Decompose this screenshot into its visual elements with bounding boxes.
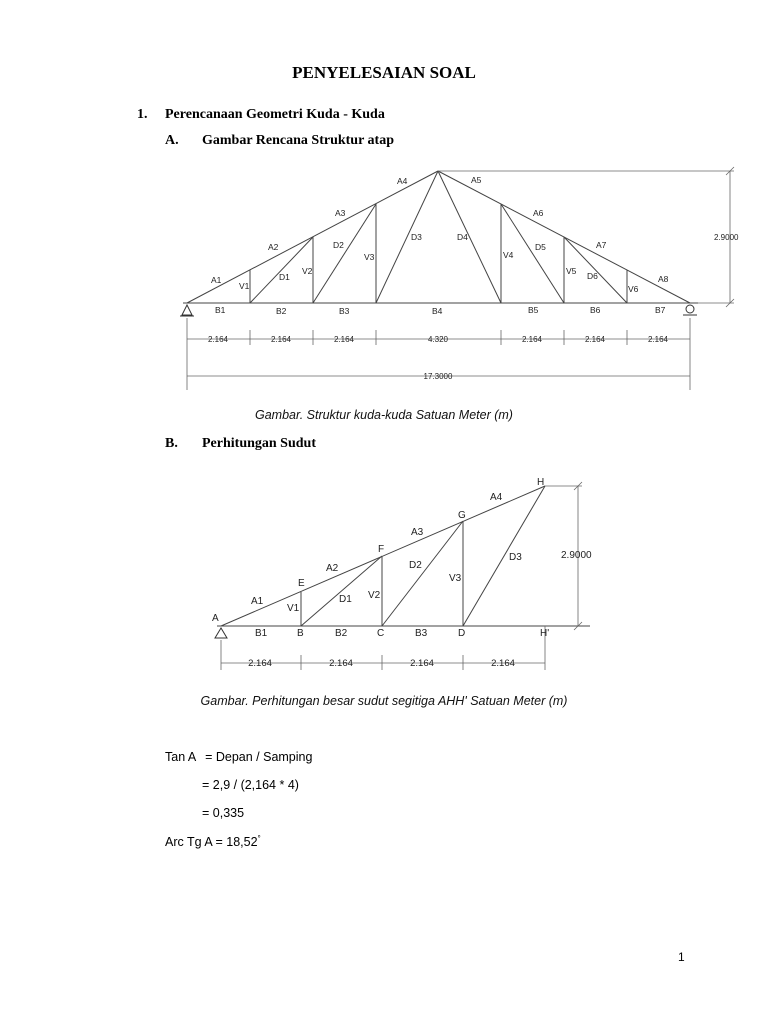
point-c: C bbox=[377, 628, 385, 639]
top-chord bbox=[221, 486, 545, 626]
truss-structure-diagram bbox=[0, 160, 768, 400]
point-a: A bbox=[212, 613, 219, 624]
point-h: H bbox=[537, 477, 545, 488]
label-b5: B5 bbox=[528, 305, 539, 315]
diagonal-d3 bbox=[463, 486, 545, 626]
dim-label-2: 2.164 bbox=[270, 335, 292, 344]
degree-symbol: ° bbox=[257, 834, 261, 843]
truss-members bbox=[183, 171, 698, 303]
page-title: PENYELESAIAN SOAL bbox=[292, 63, 476, 82]
label-d1: D1 bbox=[279, 272, 290, 282]
triangle-height-label: 2.9000 bbox=[561, 550, 592, 561]
label-d6: D6 bbox=[587, 271, 598, 281]
label-v1: V1 bbox=[239, 281, 250, 291]
total-span-label: 17.3000 bbox=[423, 372, 453, 381]
label-b7: B7 bbox=[655, 305, 666, 315]
dim-label-6: 2.164 bbox=[584, 335, 606, 344]
label-a2: A2 bbox=[268, 242, 279, 252]
label-b1: B1 bbox=[215, 305, 226, 315]
tri-dim-label-2: 2.164 bbox=[329, 658, 353, 669]
member-labels bbox=[211, 175, 669, 316]
tri-label-a1: A1 bbox=[251, 596, 264, 607]
label-b2: B2 bbox=[276, 306, 287, 316]
tri-label-b1: B1 bbox=[255, 628, 268, 639]
label-v4: V4 bbox=[503, 250, 514, 260]
point-h-prime: H' bbox=[540, 628, 550, 639]
angle-triangle-diagram bbox=[0, 470, 768, 680]
section-a-title: Gambar Rencana Struktur atap bbox=[202, 133, 395, 148]
dim-label-1: 2.164 bbox=[207, 335, 229, 344]
label-v2: V2 bbox=[302, 266, 313, 276]
label-d5: D5 bbox=[535, 242, 546, 252]
label-d2: D2 bbox=[333, 240, 344, 250]
tri-label-v1: V1 bbox=[287, 603, 300, 614]
triangle-member-labels bbox=[251, 492, 522, 639]
section-a-number: A. bbox=[165, 133, 179, 148]
point-d: D bbox=[458, 628, 466, 639]
tri-label-a4: A4 bbox=[490, 492, 503, 503]
tri-label-d3: D3 bbox=[509, 552, 522, 563]
label-d4: D4 bbox=[457, 232, 468, 242]
section-b-number: B. bbox=[165, 436, 178, 451]
left-support-icon bbox=[182, 305, 192, 315]
section-b-heading bbox=[165, 436, 565, 454]
section-1-heading bbox=[137, 107, 537, 125]
calc-arctan-result: Arc Tg A = 18,52 bbox=[165, 835, 258, 850]
calc-line-3: = 0,335 bbox=[202, 806, 245, 820]
label-v6: V6 bbox=[628, 284, 639, 294]
diagonal-d4 bbox=[438, 171, 501, 303]
tri-label-d1: D1 bbox=[339, 594, 352, 605]
label-a5: A5 bbox=[471, 175, 482, 185]
height-label: 2.9000 bbox=[714, 233, 739, 242]
support-icon bbox=[215, 628, 227, 638]
label-a4: A4 bbox=[397, 176, 408, 186]
triangle-height-dimension bbox=[221, 482, 582, 670]
triangle-members bbox=[217, 486, 590, 626]
tri-label-b3: B3 bbox=[415, 628, 428, 639]
label-b3: B3 bbox=[339, 306, 350, 316]
calc-tan-label: Tan A bbox=[165, 750, 196, 764]
label-a3: A3 bbox=[335, 208, 346, 218]
label-a1: A1 bbox=[211, 275, 222, 285]
label-a7: A7 bbox=[596, 240, 607, 250]
height-dimension bbox=[438, 167, 734, 307]
section-1-number: 1. bbox=[137, 107, 148, 122]
point-e: E bbox=[298, 578, 305, 589]
triangle-support bbox=[215, 628, 227, 638]
label-b6: B6 bbox=[590, 305, 601, 315]
label-a6: A6 bbox=[533, 208, 544, 218]
dim-label-5: 2.164 bbox=[521, 335, 543, 344]
section-1-title: Perencanaan Geometri Kuda - Kuda bbox=[165, 107, 385, 122]
page-number: 1 bbox=[678, 950, 685, 964]
calc-line-4 bbox=[165, 834, 261, 849]
label-d3: D3 bbox=[411, 232, 422, 242]
section-b-title: Perhitungan Sudut bbox=[202, 436, 316, 451]
tri-label-v2: V2 bbox=[368, 590, 381, 601]
point-f: F bbox=[378, 544, 385, 555]
tri-label-d2: D2 bbox=[409, 560, 422, 571]
label-v5: V5 bbox=[566, 266, 577, 276]
tri-label-v3: V3 bbox=[449, 573, 462, 584]
dim-label-4: 4.320 bbox=[427, 335, 449, 344]
tri-label-a2: A2 bbox=[326, 563, 339, 574]
tri-dim-label-4: 2.164 bbox=[491, 658, 515, 669]
tri-dim-label-1: 2.164 bbox=[248, 658, 272, 669]
label-a8: A8 bbox=[658, 274, 669, 284]
span-dimension-labels bbox=[208, 335, 669, 381]
calc-line-1 bbox=[165, 750, 312, 764]
calc-line-2: = 2,9 / (2,164 * 4) bbox=[202, 778, 299, 792]
right-support-icon bbox=[686, 305, 694, 313]
tri-label-b2: B2 bbox=[335, 628, 348, 639]
label-b4: B4 bbox=[432, 306, 443, 316]
tri-label-a3: A3 bbox=[411, 527, 424, 538]
diagonal-d3 bbox=[376, 171, 438, 303]
triangle-dimension-labels bbox=[248, 658, 515, 669]
figure-2-caption: Gambar. Perhitungan besar sudut segitiga AHH' Satuan Meter (m) bbox=[200, 694, 568, 708]
tri-dim-label-3: 2.164 bbox=[410, 658, 434, 669]
section-a-heading bbox=[165, 133, 565, 151]
point-b: B bbox=[297, 628, 304, 639]
label-v3: V3 bbox=[364, 252, 375, 262]
dim-label-7: 2.164 bbox=[647, 335, 669, 344]
point-g: G bbox=[458, 510, 466, 521]
calc-tan-formula: = Depan / Samping bbox=[205, 750, 313, 764]
dim-label-3: 2.164 bbox=[333, 335, 355, 344]
figure-1-caption: Gambar. Struktur kuda-kuda Satuan Meter (m) bbox=[255, 408, 513, 422]
